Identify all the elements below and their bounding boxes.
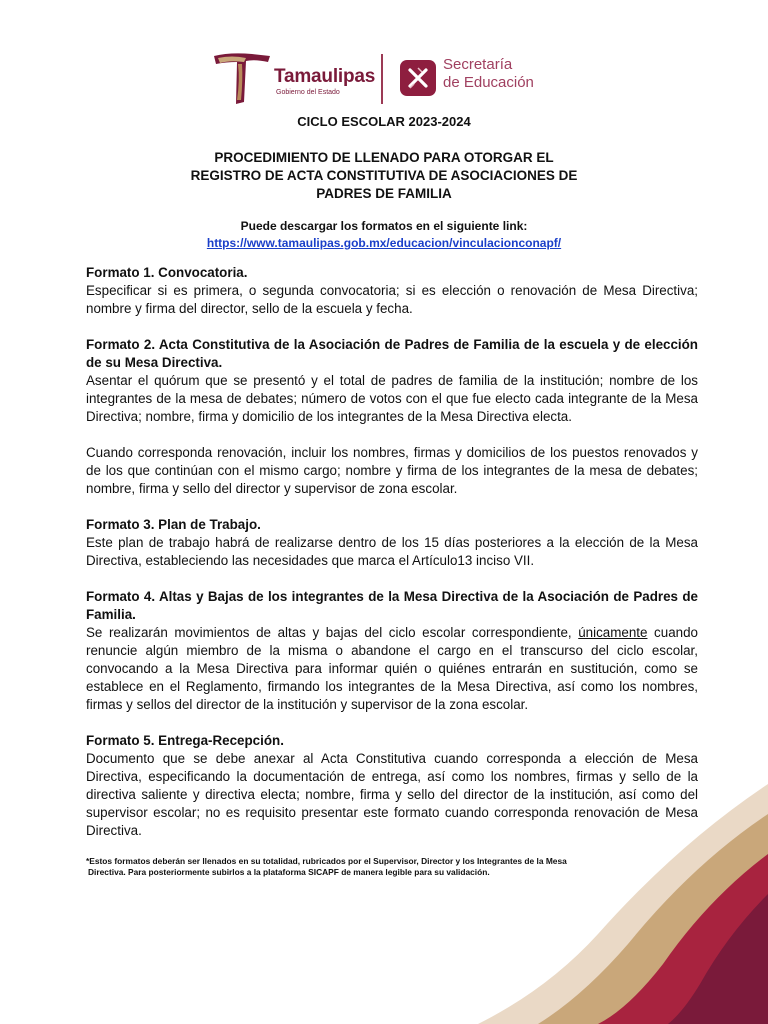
format-2-body-renewal: Cuando corresponda renovación, incluir los nombres, firmas y domicilios de los puestos renovados y de los que continúan con el mismo cargo; nombre y firma de los integrantes de la mesa de debates; nombre, firma y sello del director y supervisor de zona escolar.	[86, 445, 698, 496]
header-divider	[381, 54, 383, 104]
format-4-body-underlined: únicamente	[578, 625, 648, 640]
document-title	[0, 149, 768, 203]
page-header	[210, 50, 570, 110]
format-5-heading: Formato 5. Entrega-Recepción.	[86, 733, 284, 748]
format-3-heading: Formato 3. Plan de Trabajo.	[86, 517, 261, 532]
tamaulipas-logo	[210, 50, 380, 110]
format-2-body: Asentar el quórum que se presentó y el total de padres de familia de la institución; nombre de los integrantes de la mesa de debates; número de votos con el que fue electo cada integrante de la Mesa Directiva; nombre, firma y domicilio de los integrantes de la Mesa Directiva electa.	[86, 373, 698, 424]
format-4-body-part-b: cuando renuncie algún miembro de la misma o abandone el cargo en el transcurso del ciclo escolar, convocando a la Mesa Directiva para informar quién o quiénes entrarán en sustitución, como se establece en el Reglamento, firmando los integrantes de la Mesa Directiva, así como los nombres, firmas y sellos del director de la institución y supervisor de la zona escolar.	[86, 625, 698, 712]
title-line-3: PADRES DE FAMILIA	[316, 186, 452, 201]
format-4-body-part-a: Se realizarán movimientos de altas y bajas del ciclo escolar correspondiente,	[86, 625, 579, 640]
download-text: Puede descargar los formatos en el siguiente link:	[240, 219, 528, 233]
title-line-1: PROCEDIMIENTO DE LLENADO PARA OTORGAR EL	[214, 150, 554, 165]
document-body	[86, 264, 698, 840]
format-4-body	[86, 624, 698, 714]
sep-name-line2: de Educación	[443, 74, 534, 91]
sep-badge-icon	[400, 60, 436, 96]
format-1-heading: Formato 1. Convocatoria.	[86, 265, 248, 280]
footnote-line-2: Directiva. Para posteriormente subirlos a la plataforma SICAPF de manera legible para su validación.	[88, 867, 490, 877]
format-5-body: Documento que se debe anexar al Acta Constitutiva cuando corresponda a elección de Mesa Directiva, especificando la documentación de entrega, así como los nombres, firmas y sello de la directiva saliente y directiva electa; nombre, firma y sello del director de la institución, así como del supervisor escolar; no es requisito presentar este formato cuando corresponda renovación de Mesa Directiva.	[86, 751, 698, 838]
tamaulipas-name: Tamaulipas	[274, 66, 376, 87]
format-4-heading: Formato 4. Altas y Bajas de los integrantes de la Mesa Directiva de la Asociación de Padres de Familia.	[86, 589, 698, 622]
tamaulipas-emblem-icon	[210, 50, 276, 106]
footnote-line-1: *Estos formatos deberán ser llenados en su totalidad, rubricados por el Supervisor, Director y los Integrantes de la Mesa	[86, 856, 567, 866]
download-link[interactable]: https://www.tamaulipas.gob.mx/educacion/vinculacionconapf/	[206, 236, 562, 250]
corner-decoration	[478, 784, 768, 1024]
sep-name-line1: Secretaría	[443, 56, 513, 73]
sep-logo	[400, 56, 570, 106]
tamaulipas-subtitle: Gobierno del Estado	[276, 89, 340, 96]
school-cycle: CICLO ESCOLAR 2023-2024	[297, 114, 471, 129]
title-line-2: REGISTRO DE ACTA CONSTITUTIVA DE ASOCIACIONES DE	[190, 168, 578, 183]
format-1-body: Especificar si es primera, o segunda convocatoria; si es elección o renovación de Mesa Directiva; nombre y firma del director, sello de la escuela y fecha.	[86, 283, 698, 316]
download-section	[0, 218, 768, 252]
format-3-body: Este plan de trabajo habrá de realizarse dentro de los 15 días posteriores a la elección de la Mesa Directiva, estableciendo las necesidades que marca el Artículo13 inciso VII.	[86, 535, 698, 568]
format-2-heading: Formato 2. Acta Constitutiva de la Asociación de Padres de Familia de la escuela y de elección de su Mesa Directiva.	[86, 337, 698, 370]
